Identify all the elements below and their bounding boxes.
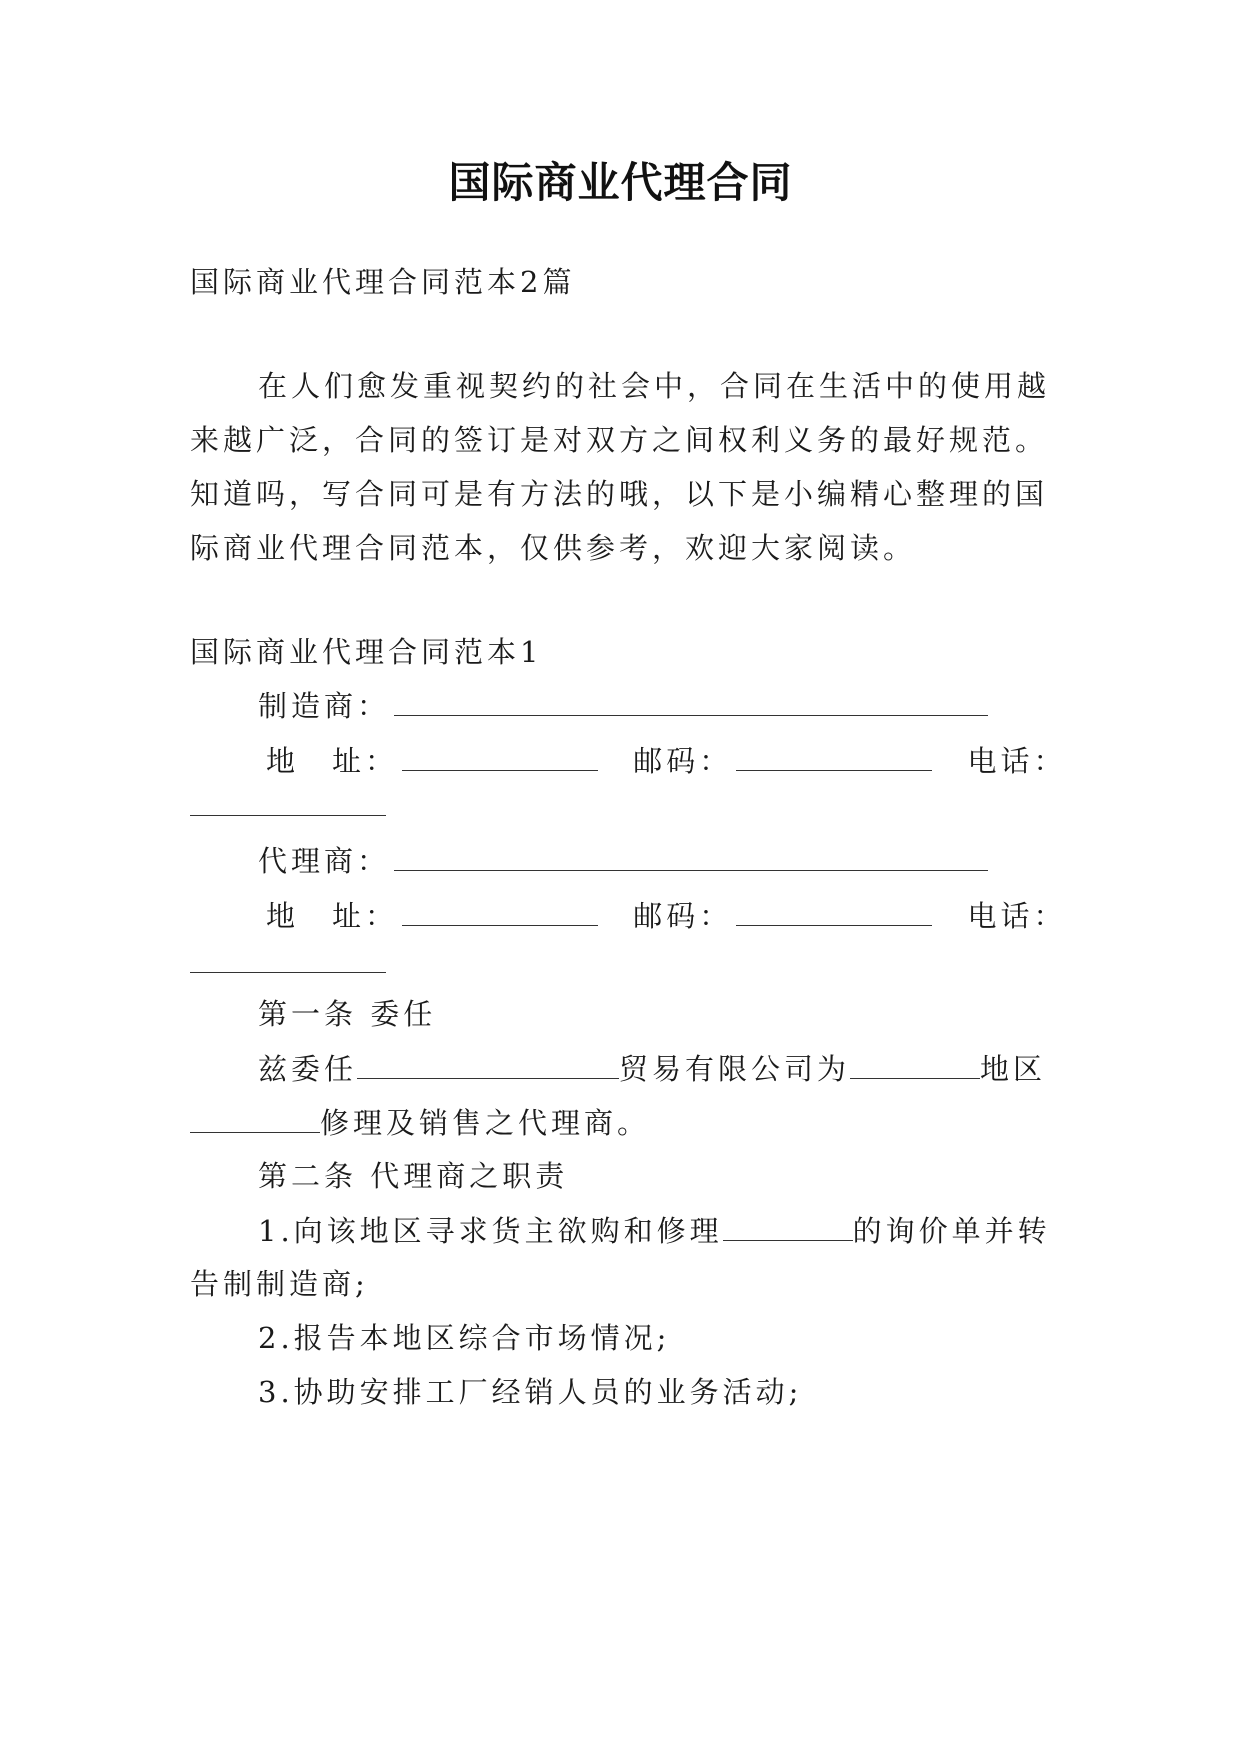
scope-blank [190, 1102, 320, 1133]
item1-line-1 [258, 1210, 1051, 1251]
agent-blank [394, 840, 988, 871]
intro-line-3: 知道吗，写合同可是有方法的哦，以下是小编精心整理的国 [190, 477, 1049, 511]
phone-blank [190, 972, 386, 973]
document-subtitle: 国际商业代理合同范本2篇 [190, 265, 576, 299]
sample1-heading: 国际商业代理合同范本1 [190, 635, 543, 669]
article1-text-b: 贸易有限公司为 [619, 1052, 851, 1086]
address-blank [402, 740, 598, 771]
item2: 2.报告本地区综合市场情况; [258, 1321, 671, 1355]
article1-line-2 [190, 1102, 650, 1143]
document-title: 国际商业代理合同 [448, 158, 793, 207]
manufacturer-row [258, 685, 992, 726]
product-blank [723, 1210, 853, 1241]
item1-text-a: 1.向该地区寻求货主欲购和修理 [258, 1214, 723, 1248]
phone-label: 电话： [967, 899, 1067, 933]
manufacturer-blank [394, 685, 988, 716]
item3: 3.协助安排工厂经销人员的业务活动; [258, 1375, 803, 1409]
company-blank [357, 1048, 619, 1079]
article1-text-a: 兹委任 [258, 1052, 358, 1086]
phone-label: 电话： [967, 744, 1067, 778]
article2-title: 第二条 代理商之职责 [258, 1159, 569, 1193]
intro-line-1: 在人们愈发重视契约的社会中，合同在生活中的使用越 [258, 369, 1051, 403]
intro-line-4: 际商业代理合同范本，仅供参考，欢迎大家阅读。 [190, 531, 917, 565]
address-label: 地 址： [266, 899, 399, 933]
address-blank [402, 895, 598, 926]
agent-label: 代理商： [258, 844, 391, 878]
postcode-blank [736, 740, 932, 771]
article1-title: 第一条 委任 [258, 997, 437, 1031]
manufacturer-label: 制造商： [258, 689, 391, 723]
postcode-label: 邮码： [633, 899, 733, 933]
agent-contact-row [266, 895, 1066, 936]
phone-blank [190, 815, 386, 816]
address-label: 地 址： [266, 744, 399, 778]
manufacturer-contact-row [266, 740, 1066, 781]
article1-text-c: 地区 [980, 1052, 1047, 1086]
agent-row [258, 840, 992, 881]
postcode-label: 邮码： [633, 744, 733, 778]
region-blank [850, 1048, 980, 1079]
item1-text-b: 的询价单并转 [852, 1214, 1051, 1248]
postcode-blank [736, 895, 932, 926]
item1-line-2: 告制制造商; [190, 1267, 369, 1301]
article1-line-1 [258, 1048, 1046, 1089]
article1-text-d: 修理及销售之代理商。 [320, 1106, 651, 1140]
intro-line-2: 来越广泛，合同的签订是对双方之间权利义务的最好规范。 [190, 423, 1049, 457]
